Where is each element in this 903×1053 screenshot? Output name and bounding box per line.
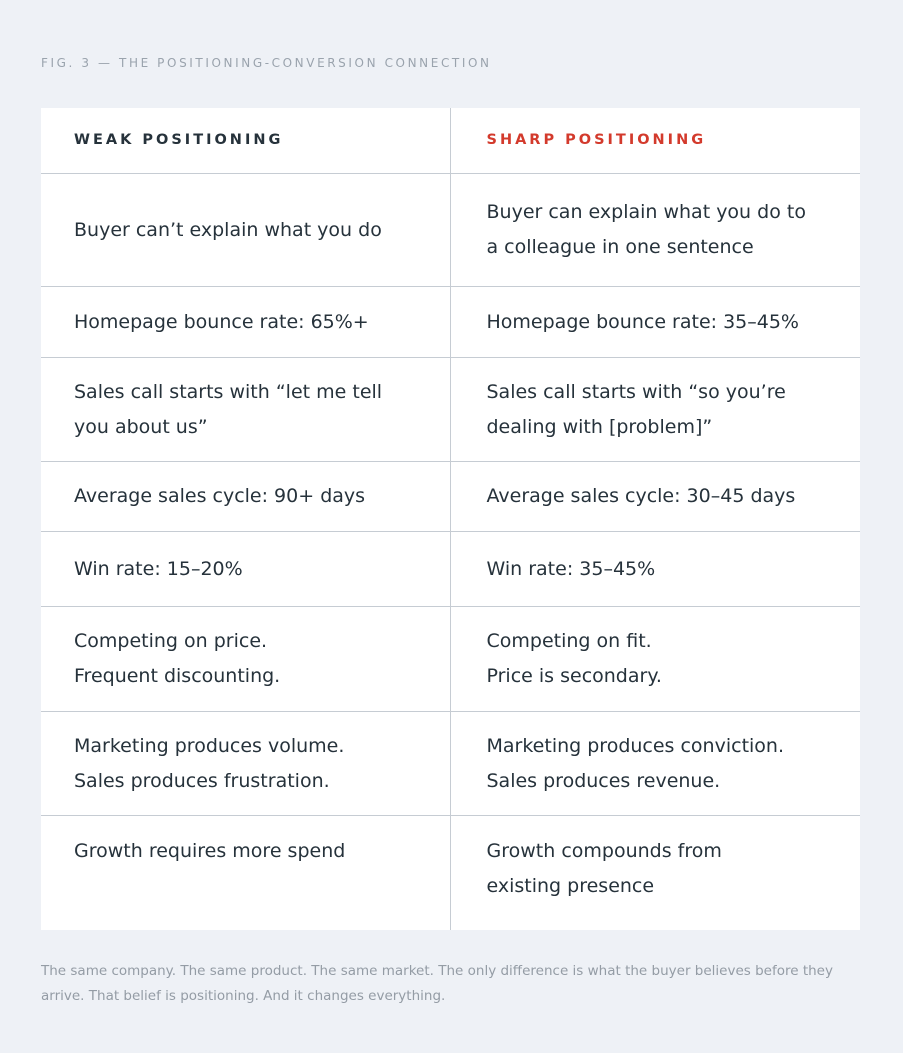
sharp-cell: [451, 174, 861, 286]
header-weak-positioning: WEAK POSITIONING: [74, 132, 284, 148]
figure-caption: The same company. The same product. The same market. The only difference is what the buyer believes before they arrive. That belief is positioning. And it changes everything.: [41, 963, 833, 1004]
weak-text: Competing on price. Frequent discounting.: [74, 630, 281, 687]
table-row: [41, 461, 860, 531]
sharp-text: Growth compounds from existing presence: [486, 840, 722, 897]
header-cell-sharp: [451, 108, 861, 173]
table-header-row: [41, 108, 860, 173]
weak-cell: [41, 358, 451, 461]
sharp-cell: [451, 462, 861, 531]
weak-text: Homepage bounce rate: 65%+: [74, 310, 369, 333]
sharp-text: Average sales cycle: 30–45 days: [486, 485, 796, 507]
table-row: [41, 606, 860, 711]
weak-cell: [41, 816, 451, 930]
sharp-text: Competing on fit. Price is secondary.: [486, 630, 662, 687]
table-row: [41, 815, 860, 930]
comparison-table: [41, 108, 860, 930]
table-row: [41, 711, 860, 815]
table-row: [41, 173, 860, 286]
weak-text: Buyer can’t explain what you do: [74, 218, 382, 241]
weak-cell: [41, 174, 451, 286]
sharp-cell: [451, 712, 861, 815]
weak-cell: [41, 532, 451, 606]
weak-text: Win rate: 15–20%: [74, 557, 243, 580]
weak-text: Sales call starts with “let me tell you about us”: [74, 380, 383, 438]
sharp-text: Sales call starts with “so you’re dealing with [problem]”: [486, 380, 786, 438]
table-row: [41, 531, 860, 606]
sharp-cell: [451, 607, 861, 711]
sharp-text: Buyer can explain what you do to a colleague in one sentence: [486, 201, 806, 258]
weak-cell: [41, 462, 451, 531]
weak-cell: [41, 287, 451, 357]
figure-label: FIG. 3 — THE POSITIONING-CONVERSION CONNECTION: [41, 56, 492, 70]
weak-cell: [41, 607, 451, 711]
sharp-cell: [451, 532, 861, 606]
weak-cell: [41, 712, 451, 815]
sharp-text: Marketing produces conviction. Sales produces revenue.: [486, 734, 785, 792]
table-row: [41, 286, 860, 357]
sharp-text: Homepage bounce rate: 35–45%: [486, 310, 799, 333]
weak-text: Marketing produces volume. Sales produces frustration.: [74, 734, 345, 792]
sharp-cell: [451, 287, 861, 357]
header-cell-weak: [41, 108, 451, 173]
sharp-cell: [451, 358, 861, 461]
header-sharp-positioning: SHARP POSITIONING: [486, 132, 707, 148]
weak-text: Growth requires more spend: [74, 840, 346, 862]
sharp-cell: [451, 816, 861, 930]
table-row: [41, 357, 860, 461]
weak-text: Average sales cycle: 90+ days: [74, 485, 366, 507]
sharp-text: Win rate: 35–45%: [486, 557, 656, 580]
